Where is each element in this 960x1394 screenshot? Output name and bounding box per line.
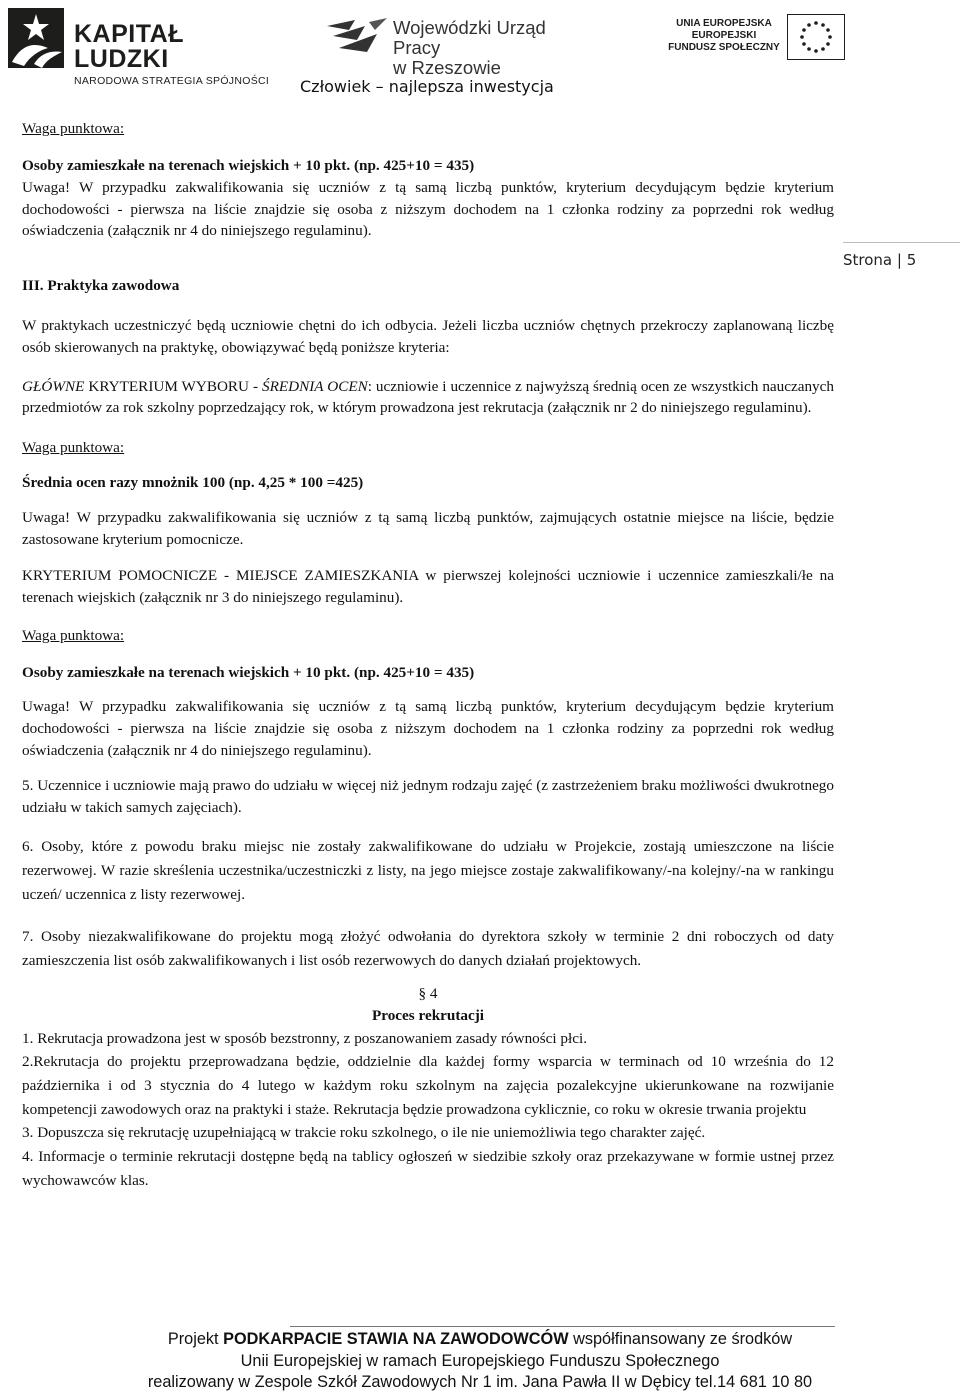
eu-text (668, 18, 780, 55)
point-6: 6. Osoby, które z powodu braku miejsc nie zostały zakwalifikowane do udziału w Projekcie, zostają umieszczone na liście rezerwowej. W razie skreślenia uczestnika/uczestniczki z listy, na jego miejsce zostaje zakwalifikowany/-na kolejny/-na w rankingu uczeń/ uczennica z listy rezerwowej. (22, 838, 834, 904)
footer-cofinanced: współfinansowany ze środków (568, 1330, 793, 1348)
wup-text (393, 18, 595, 78)
footer-project-prefix: Projekt (167, 1330, 224, 1348)
auxiliary-criterion-text: w pierwszej kolejności uczniowie i uczennice zamieszkali/łe na terenach wiejskich (załącznik nr 3 do niniejszego regulaminu). (22, 567, 834, 606)
slogan: Człowiek – najlepsza inwestycja (300, 77, 554, 96)
rural-residents-points: Osoby zamieszkałe na terenach wiejskich + 10 pkt. (np. 425+10 = 435) (22, 663, 475, 681)
note-auxiliary-criterion: Uwaga! W przypadku zakwalifikowania się uczniów z tą samą liczbą punktów, zajmujących ostatnie miejsce na liście, będzie zastosowane kryterium pomocnicze. (22, 508, 834, 548)
rural-residents-points: Osoby zamieszkałe na terenach wiejskich + 10 pkt. (np. 425+10 = 435) (22, 156, 475, 174)
footer-line2: Unii Europejskiej w ramach Europejskiego Funduszu Społecznego (240, 1351, 720, 1370)
kapital-ludzki-logo (4, 4, 284, 87)
internship-intro: W praktykach uczestniczyć będą uczniowie chętni do ich odbycia. Jeżeli liczba uczniów chętnych przekroczy zaplanowaną liczbę osób skierowanych na praktykę, obowiązywać będą poniższe kryteria: (22, 317, 834, 357)
eu-line2: EUROPEJSKI (691, 30, 757, 42)
recruitment-point-1: 1. Rekrutacja prowadzona jest w sposób bezstronny, z poszanowaniem zasady równości płci. (22, 1029, 588, 1047)
kapital-ludzki-text (74, 22, 284, 87)
eu-line3: FUNDUSZ SPOŁECZNY (668, 42, 780, 54)
point-7: 7. Osoby niezakwalifikowane do projektu mogą złożyć odwołania do dyrektora szkoły w terminie 2 dni roboczych od daty zamieszczenia list osób zakwalifikowanych i list osób rezerwowych do danych działań projektowych. (22, 928, 834, 970)
point-5: 5. Uczennice i uczniowie mają prawo do udziału w więcej niż jednym rodzaju zajęć (z zastrzeżeniem braku możliwości dwukrotnego udziału w takich samych zajęciach). (22, 777, 834, 816)
auxiliary-criterion-label: KRYTERIUM POMOCNICZE - MIEJSCE ZAMIESZKANIA (22, 567, 419, 585)
weight-label: Waga punktowa: (22, 120, 125, 137)
footer-project-name: PODKARPACIE STAWIA NA ZAWODOWCÓW (223, 1330, 569, 1348)
eu-line1: UNIA EUROPEJSKA (676, 18, 772, 29)
eu-flag-icon (787, 14, 845, 60)
kapital-ludzki-emblem-icon (4, 4, 68, 72)
main-criterion-text: : uczniowie i uczennice z najwyższą średnią ocen ze wszystkich nauczanych przedmiotów za rok szkolny poprzedzający rok, w którym prowadzona jest rekrutacja (załącznik nr 2 do niniejszego regulaminu). (22, 377, 834, 417)
page-number-label: Strona | 5 (843, 251, 917, 269)
wup-line1: Wojewódzki Urząd Pracy (393, 17, 546, 58)
main-criterion-label: KRYTERIUM WYBORU - (84, 377, 262, 395)
weight-label: Waga punktowa: (22, 627, 125, 645)
footer (0, 1329, 960, 1394)
wup-emblem-icon (325, 16, 389, 60)
kl-subtitle: NARODOWA STRATEGIA SPÓJNOŚCI (74, 75, 270, 87)
kl-title: KAPITAŁ LUDZKI (74, 20, 184, 73)
main-criterion-word: GŁÓWNE (22, 377, 85, 395)
section-heading-internship: III. Praktyka zawodowa (22, 276, 180, 294)
footer-line1 (0, 1329, 960, 1351)
main-criterion-paragraph (22, 376, 834, 419)
weight-label: Waga punktowa: (22, 438, 125, 456)
eu-logo (668, 12, 848, 64)
note-income-criterion: Uwaga! W przypadku zakwalifikowania się uczniów z tą samą liczbą punktów, kryterium decydującym będzie kryterium dochodowości - pierwsza na liście znajdzie się osoba z niższym dochodem na 1 członka rodziny za poprzedni rok według oświadczenia (załącznik nr 4 do niniejszego regulaminu). (22, 698, 834, 759)
auxiliary-criterion-paragraph (22, 565, 834, 608)
section-number: § 4 (418, 985, 438, 1003)
section-title: Proces rekrutacji (371, 1006, 485, 1024)
footer-rule (290, 1326, 835, 1327)
recruitment-point-4: 4. Informacje o terminie rekrutacji dostępne będą na tablicy ogłoszeń w siedzibie szkoły oraz przekazywane w formie ustnej przez wychowawców klas. (22, 1147, 834, 1189)
note-income-criterion: Uwaga! W przypadku zakwalifikowania się uczniów z tą samą liczbą punktów, kryterium decydującym będzie kryterium dochodowości - pierwsza na liście znajdzie się osoba z niższym dochodem na 1 członka rodziny za poprzedni rok według oświadczenia (załącznik nr 4 do niniejszego regulaminu). (22, 179, 834, 240)
wup-line2: w Rzeszowie (393, 56, 501, 78)
footer-line3: realizowany w Zespole Szkół Zawodowych Nr 1 im. Jana Pawła II w Dębicy tel.14 681 10 80 (147, 1373, 813, 1391)
recruitment-point-2: 2.Rekrutacja do projektu przeprowadzana będzie, oddzielnie dla każdej formy wsparcia w terminach od 10 września do 12 października i od 3 stycznia do 4 lutego w każdym roku szkolnym na zajęcia pozalekcyjne ukierunkowane na rozwijanie kompetencji zawodowych oraz na praktyki i staże. Rekrutacja będzie prowadzona cyklicznie, co roku w okresie trwania projektu (22, 1053, 834, 1119)
grade-average-label: ŚREDNIA OCEN (261, 377, 368, 395)
grade-multiplier: Średnia ocen razy mnożnik 100 (np. 4,25 * 100 =425) (22, 474, 364, 492)
recruitment-point-3: 3. Dopuszcza się rekrutację uzupełniającą w trakcie roku szkolnego, o ile nie uniemożliwia tego charakter zajęć. (22, 1124, 706, 1142)
page-label-rule (843, 242, 960, 243)
document-body (22, 118, 834, 1193)
wup-logo (325, 14, 595, 78)
